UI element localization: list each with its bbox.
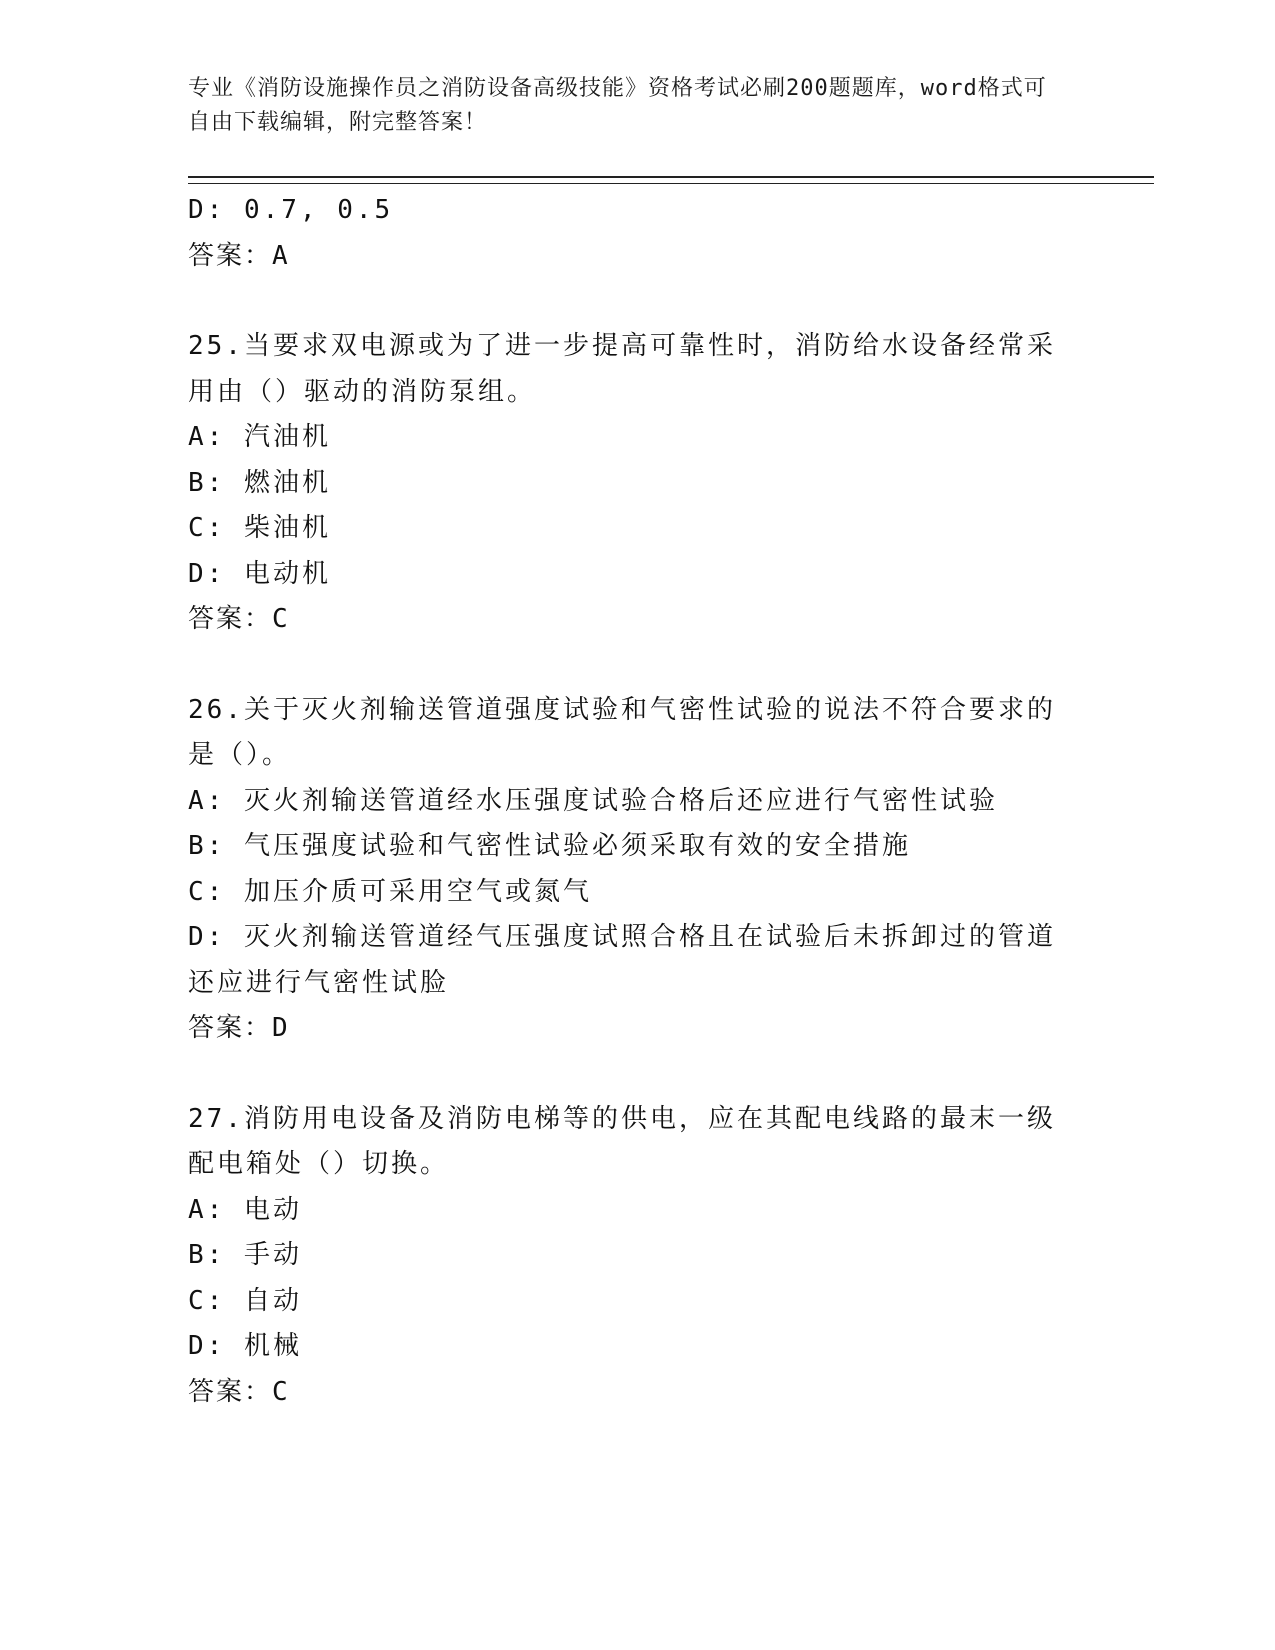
option-c: C: 自动 (188, 1285, 302, 1316)
answer: 答案：C (188, 604, 290, 634)
answer: 答案：C (188, 1376, 290, 1407)
option-a: A: 汽油机 (188, 422, 331, 452)
option-b: B: 手动 (188, 1240, 302, 1270)
option-d-continued: D: 0.7, 0.5 (188, 195, 394, 225)
question-text: 26.关于灭火剂输送管道强度试验和气密性试验的说法不符合要求的是（）。 (188, 694, 1056, 770)
option-d: D: 灭火剂输送管道经气压强度试照合格且在试验后未拆卸过的管道还应进行气密性试脸 (188, 922, 1056, 998)
question-26 (188, 688, 1068, 1052)
option-d: D: 机械 (188, 1331, 302, 1361)
option-b: B: 气压强度试验和气密性试验必须采取有效的安全措施 (188, 831, 911, 861)
question-text: 27.消防用电设备及消防电梯等的供电，应在其配电线路的最末一级配电箱处（）切换。 (188, 1103, 1056, 1179)
option-d: D: 电动机 (188, 558, 331, 589)
question-27 (188, 1097, 1068, 1416)
option-b: B: 燃油机 (188, 467, 331, 498)
page-header: 专业《消防设施操作员之消防设备高级技能》资格考试必刷200题题库，word格式可自由下载编辑，附完整答案！ (188, 76, 1047, 135)
option-c: C: 加压介质可采用空气或氮气 (188, 876, 592, 907)
document-body (188, 188, 1068, 1415)
option-a: A: 电动 (188, 1194, 302, 1225)
option-a: A: 灭火剂输送管道经水压强度试验合格后还应进行气密性试验 (188, 785, 998, 816)
header-rule (188, 176, 1154, 184)
option-c: C: 柴油机 (188, 513, 331, 543)
question-25 (188, 324, 1068, 643)
answer-continued: 答案：A (188, 240, 290, 271)
answer: 答案：D (188, 1013, 290, 1043)
question-text: 25.当要求双电源或为了进一步提高可靠性时，消防给水设备经常采用由（）驱动的消防泵组。 (188, 331, 1056, 407)
